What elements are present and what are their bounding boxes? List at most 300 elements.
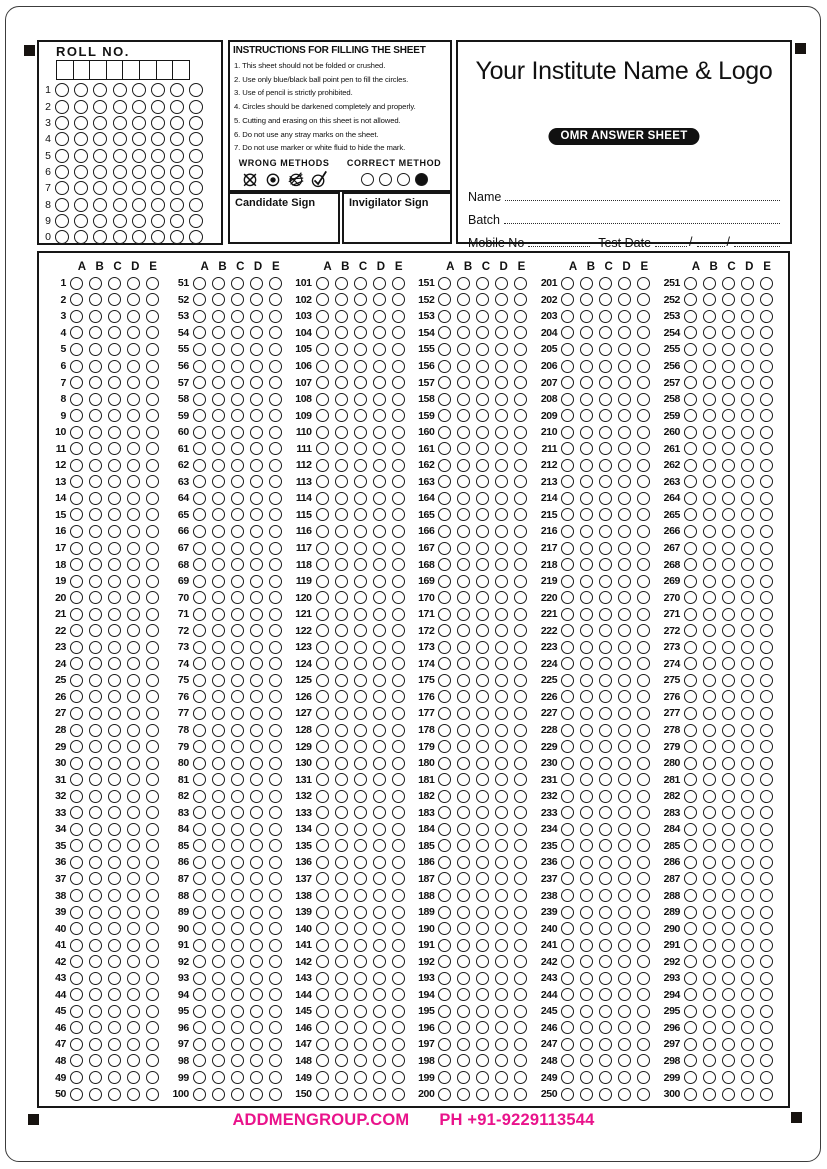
answer-bubble-q220-a[interactable]	[561, 591, 574, 604]
answer-bubble-q118-e[interactable]	[392, 558, 405, 571]
roll-bubble-col6-digit0[interactable]	[151, 230, 165, 244]
answer-bubble-q264-b[interactable]	[703, 492, 716, 505]
answer-bubble-q19-a[interactable]	[70, 575, 83, 588]
answer-bubble-q92-a[interactable]	[193, 955, 206, 968]
roll-digit-box-5[interactable]	[122, 60, 140, 80]
answer-bubble-q94-a[interactable]	[193, 988, 206, 1001]
answer-bubble-q240-e[interactable]	[637, 922, 650, 935]
answer-bubble-q200-e[interactable]	[514, 1088, 527, 1101]
answer-bubble-q282-e[interactable]	[760, 790, 773, 803]
answer-bubble-q196-e[interactable]	[514, 1021, 527, 1034]
answer-bubble-q60-e[interactable]	[269, 426, 282, 439]
answer-bubble-q214-b[interactable]	[580, 492, 593, 505]
answer-bubble-q225-b[interactable]	[580, 674, 593, 687]
answer-bubble-q217-c[interactable]	[599, 542, 612, 555]
answer-bubble-q71-a[interactable]	[193, 608, 206, 621]
answer-bubble-q241-c[interactable]	[599, 939, 612, 952]
answer-bubble-q112-c[interactable]	[354, 459, 367, 472]
answer-bubble-q2-c[interactable]	[108, 293, 121, 306]
answer-bubble-q74-b[interactable]	[212, 657, 225, 670]
answer-bubble-q192-c[interactable]	[476, 955, 489, 968]
answer-bubble-q47-c[interactable]	[108, 1038, 121, 1051]
answer-bubble-q123-e[interactable]	[392, 641, 405, 654]
answer-bubble-q84-a[interactable]	[193, 823, 206, 836]
answer-bubble-q188-d[interactable]	[495, 889, 508, 902]
answer-bubble-q6-c[interactable]	[108, 360, 121, 373]
answer-bubble-q150-b[interactable]	[335, 1088, 348, 1101]
answer-bubble-q185-a[interactable]	[438, 839, 451, 852]
answer-bubble-q212-e[interactable]	[637, 459, 650, 472]
answer-bubble-q35-b[interactable]	[89, 839, 102, 852]
answer-bubble-q147-b[interactable]	[335, 1038, 348, 1051]
answer-bubble-q47-d[interactable]	[127, 1038, 140, 1051]
answer-bubble-q279-a[interactable]	[684, 740, 697, 753]
answer-bubble-q103-a[interactable]	[316, 310, 329, 323]
answer-bubble-q293-d[interactable]	[741, 972, 754, 985]
answer-bubble-q244-c[interactable]	[599, 988, 612, 1001]
answer-bubble-q285-e[interactable]	[760, 839, 773, 852]
answer-bubble-q163-c[interactable]	[476, 475, 489, 488]
answer-bubble-q203-a[interactable]	[561, 310, 574, 323]
candidate-sign-box[interactable]	[228, 192, 340, 244]
answer-bubble-q24-d[interactable]	[127, 657, 140, 670]
answer-bubble-q233-c[interactable]	[599, 806, 612, 819]
answer-bubble-q35-e[interactable]	[146, 839, 159, 852]
answer-bubble-q283-d[interactable]	[741, 806, 754, 819]
answer-bubble-q298-b[interactable]	[703, 1054, 716, 1067]
answer-bubble-q286-b[interactable]	[703, 856, 716, 869]
answer-bubble-q215-c[interactable]	[599, 508, 612, 521]
answer-bubble-q25-d[interactable]	[127, 674, 140, 687]
answer-bubble-q98-b[interactable]	[212, 1054, 225, 1067]
roll-bubble-col7-digit2[interactable]	[170, 100, 184, 114]
answer-bubble-q299-a[interactable]	[684, 1071, 697, 1084]
answer-bubble-q283-a[interactable]	[684, 806, 697, 819]
answer-bubble-q104-d[interactable]	[373, 326, 386, 339]
answer-bubble-q215-e[interactable]	[637, 508, 650, 521]
answer-bubble-q68-a[interactable]	[193, 558, 206, 571]
answer-bubble-q238-b[interactable]	[580, 889, 593, 902]
answer-bubble-q190-c[interactable]	[476, 922, 489, 935]
answer-bubble-q245-b[interactable]	[580, 1005, 593, 1018]
answer-bubble-q49-c[interactable]	[108, 1071, 121, 1084]
answer-bubble-q238-e[interactable]	[637, 889, 650, 902]
answer-bubble-q5-b[interactable]	[89, 343, 102, 356]
answer-bubble-q244-e[interactable]	[637, 988, 650, 1001]
answer-bubble-q263-a[interactable]	[684, 475, 697, 488]
answer-bubble-q237-c[interactable]	[599, 872, 612, 885]
answer-bubble-q93-c[interactable]	[231, 972, 244, 985]
roll-bubble-col8-digit4[interactable]	[189, 132, 203, 146]
answer-bubble-q56-e[interactable]	[269, 360, 282, 373]
answer-bubble-q293-e[interactable]	[760, 972, 773, 985]
answer-bubble-q191-b[interactable]	[457, 939, 470, 952]
answer-bubble-q251-a[interactable]	[684, 277, 697, 290]
answer-bubble-q35-c[interactable]	[108, 839, 121, 852]
answer-bubble-q59-c[interactable]	[231, 409, 244, 422]
answer-bubble-q295-e[interactable]	[760, 1005, 773, 1018]
answer-bubble-q224-d[interactable]	[618, 657, 631, 670]
answer-bubble-q30-b[interactable]	[89, 757, 102, 770]
answer-bubble-q26-b[interactable]	[89, 690, 102, 703]
answer-bubble-q254-c[interactable]	[722, 326, 735, 339]
answer-bubble-q141-a[interactable]	[316, 939, 329, 952]
answer-bubble-q55-d[interactable]	[250, 343, 263, 356]
answer-bubble-q80-a[interactable]	[193, 757, 206, 770]
answer-bubble-q51-a[interactable]	[193, 277, 206, 290]
answer-bubble-q289-b[interactable]	[703, 906, 716, 919]
answer-bubble-q244-d[interactable]	[618, 988, 631, 1001]
answer-bubble-q11-a[interactable]	[70, 442, 83, 455]
answer-bubble-q80-e[interactable]	[269, 757, 282, 770]
answer-bubble-q17-a[interactable]	[70, 542, 83, 555]
answer-bubble-q113-d[interactable]	[373, 475, 386, 488]
answer-bubble-q81-d[interactable]	[250, 773, 263, 786]
answer-bubble-q249-a[interactable]	[561, 1071, 574, 1084]
answer-bubble-q96-d[interactable]	[250, 1021, 263, 1034]
answer-bubble-q8-c[interactable]	[108, 393, 121, 406]
answer-bubble-q28-c[interactable]	[108, 724, 121, 737]
answer-bubble-q57-d[interactable]	[250, 376, 263, 389]
answer-bubble-q249-c[interactable]	[599, 1071, 612, 1084]
answer-bubble-q59-b[interactable]	[212, 409, 225, 422]
answer-bubble-q62-d[interactable]	[250, 459, 263, 472]
answer-bubble-q129-c[interactable]	[354, 740, 367, 753]
answer-bubble-q58-b[interactable]	[212, 393, 225, 406]
answer-bubble-q60-b[interactable]	[212, 426, 225, 439]
answer-bubble-q283-c[interactable]	[722, 806, 735, 819]
roll-bubble-col7-digit8[interactable]	[170, 198, 184, 212]
answer-bubble-q236-e[interactable]	[637, 856, 650, 869]
answer-bubble-q124-b[interactable]	[335, 657, 348, 670]
answer-bubble-q266-e[interactable]	[760, 525, 773, 538]
roll-bubble-col1-digit4[interactable]	[55, 132, 69, 146]
answer-bubble-q67-d[interactable]	[250, 542, 263, 555]
answer-bubble-q180-e[interactable]	[514, 757, 527, 770]
answer-bubble-q279-e[interactable]	[760, 740, 773, 753]
answer-bubble-q243-c[interactable]	[599, 972, 612, 985]
answer-bubble-q103-e[interactable]	[392, 310, 405, 323]
answer-bubble-q161-c[interactable]	[476, 442, 489, 455]
answer-bubble-q131-b[interactable]	[335, 773, 348, 786]
answer-bubble-q280-e[interactable]	[760, 757, 773, 770]
answer-bubble-q96-c[interactable]	[231, 1021, 244, 1034]
answer-bubble-q161-e[interactable]	[514, 442, 527, 455]
answer-bubble-q78-c[interactable]	[231, 724, 244, 737]
answer-bubble-q236-a[interactable]	[561, 856, 574, 869]
answer-bubble-q48-d[interactable]	[127, 1054, 140, 1067]
answer-bubble-q110-d[interactable]	[373, 426, 386, 439]
answer-bubble-q168-a[interactable]	[438, 558, 451, 571]
answer-bubble-q29-a[interactable]	[70, 740, 83, 753]
answer-bubble-q260-c[interactable]	[722, 426, 735, 439]
answer-bubble-q77-a[interactable]	[193, 707, 206, 720]
answer-bubble-q222-c[interactable]	[599, 624, 612, 637]
answer-bubble-q161-b[interactable]	[457, 442, 470, 455]
answer-bubble-q68-c[interactable]	[231, 558, 244, 571]
answer-bubble-q173-d[interactable]	[495, 641, 508, 654]
answer-bubble-q234-b[interactable]	[580, 823, 593, 836]
answer-bubble-q252-b[interactable]	[703, 293, 716, 306]
answer-bubble-q188-e[interactable]	[514, 889, 527, 902]
answer-bubble-q121-d[interactable]	[373, 608, 386, 621]
answer-bubble-q63-b[interactable]	[212, 475, 225, 488]
answer-bubble-q165-e[interactable]	[514, 508, 527, 521]
answer-bubble-q138-b[interactable]	[335, 889, 348, 902]
answer-bubble-q126-d[interactable]	[373, 690, 386, 703]
answer-bubble-q246-b[interactable]	[580, 1021, 593, 1034]
answer-bubble-q169-d[interactable]	[495, 575, 508, 588]
answer-bubble-q226-b[interactable]	[580, 690, 593, 703]
answer-bubble-q94-e[interactable]	[269, 988, 282, 1001]
answer-bubble-q16-a[interactable]	[70, 525, 83, 538]
answer-bubble-q177-e[interactable]	[514, 707, 527, 720]
answer-bubble-q105-d[interactable]	[373, 343, 386, 356]
answer-bubble-q294-c[interactable]	[722, 988, 735, 1001]
answer-bubble-q2-d[interactable]	[127, 293, 140, 306]
answer-bubble-q15-b[interactable]	[89, 508, 102, 521]
roll-bubble-col8-digit5[interactable]	[189, 149, 203, 163]
answer-bubble-q53-a[interactable]	[193, 310, 206, 323]
answer-bubble-q79-b[interactable]	[212, 740, 225, 753]
answer-bubble-q14-e[interactable]	[146, 492, 159, 505]
answer-bubble-q191-d[interactable]	[495, 939, 508, 952]
answer-bubble-q32-c[interactable]	[108, 790, 121, 803]
answer-bubble-q151-b[interactable]	[457, 277, 470, 290]
roll-bubble-col8-digit6[interactable]	[189, 165, 203, 179]
answer-bubble-q273-c[interactable]	[722, 641, 735, 654]
answer-bubble-q66-a[interactable]	[193, 525, 206, 538]
answer-bubble-q234-e[interactable]	[637, 823, 650, 836]
answer-bubble-q263-d[interactable]	[741, 475, 754, 488]
answer-bubble-q62-b[interactable]	[212, 459, 225, 472]
answer-bubble-q209-e[interactable]	[637, 409, 650, 422]
answer-bubble-q280-a[interactable]	[684, 757, 697, 770]
answer-bubble-q253-c[interactable]	[722, 310, 735, 323]
answer-bubble-q274-c[interactable]	[722, 657, 735, 670]
answer-bubble-q130-b[interactable]	[335, 757, 348, 770]
answer-bubble-q61-c[interactable]	[231, 442, 244, 455]
answer-bubble-q155-e[interactable]	[514, 343, 527, 356]
answer-bubble-q85-d[interactable]	[250, 839, 263, 852]
answer-bubble-q147-a[interactable]	[316, 1038, 329, 1051]
answer-bubble-q269-a[interactable]	[684, 575, 697, 588]
answer-bubble-q110-c[interactable]	[354, 426, 367, 439]
answer-bubble-q56-a[interactable]	[193, 360, 206, 373]
answer-bubble-q77-e[interactable]	[269, 707, 282, 720]
answer-bubble-q288-a[interactable]	[684, 889, 697, 902]
answer-bubble-q93-a[interactable]	[193, 972, 206, 985]
answer-bubble-q154-a[interactable]	[438, 326, 451, 339]
answer-bubble-q48-c[interactable]	[108, 1054, 121, 1067]
answer-bubble-q50-b[interactable]	[89, 1088, 102, 1101]
answer-bubble-q168-d[interactable]	[495, 558, 508, 571]
answer-bubble-q185-d[interactable]	[495, 839, 508, 852]
answer-bubble-q233-a[interactable]	[561, 806, 574, 819]
answer-bubble-q51-e[interactable]	[269, 277, 282, 290]
answer-bubble-q21-e[interactable]	[146, 608, 159, 621]
answer-bubble-q293-a[interactable]	[684, 972, 697, 985]
answer-bubble-q224-a[interactable]	[561, 657, 574, 670]
roll-bubble-col8-digit3[interactable]	[189, 116, 203, 130]
answer-bubble-q170-a[interactable]	[438, 591, 451, 604]
answer-bubble-q251-b[interactable]	[703, 277, 716, 290]
answer-bubble-q204-a[interactable]	[561, 326, 574, 339]
answer-bubble-q202-d[interactable]	[618, 293, 631, 306]
answer-bubble-q73-c[interactable]	[231, 641, 244, 654]
answer-bubble-q208-d[interactable]	[618, 393, 631, 406]
answer-bubble-q14-c[interactable]	[108, 492, 121, 505]
answer-bubble-q167-a[interactable]	[438, 542, 451, 555]
answer-bubble-q226-c[interactable]	[599, 690, 612, 703]
answer-bubble-q70-b[interactable]	[212, 591, 225, 604]
answer-bubble-q122-b[interactable]	[335, 624, 348, 637]
answer-bubble-q100-d[interactable]	[250, 1088, 263, 1101]
answer-bubble-q32-a[interactable]	[70, 790, 83, 803]
answer-bubble-q107-d[interactable]	[373, 376, 386, 389]
answer-bubble-q240-b[interactable]	[580, 922, 593, 935]
answer-bubble-q248-d[interactable]	[618, 1054, 631, 1067]
roll-bubble-col8-digit8[interactable]	[189, 198, 203, 212]
answer-bubble-q144-c[interactable]	[354, 988, 367, 1001]
answer-bubble-q270-a[interactable]	[684, 591, 697, 604]
answer-bubble-q37-c[interactable]	[108, 872, 121, 885]
answer-bubble-q15-c[interactable]	[108, 508, 121, 521]
answer-bubble-q179-d[interactable]	[495, 740, 508, 753]
answer-bubble-q118-d[interactable]	[373, 558, 386, 571]
answer-bubble-q247-e[interactable]	[637, 1038, 650, 1051]
answer-bubble-q289-c[interactable]	[722, 906, 735, 919]
answer-bubble-q11-b[interactable]	[89, 442, 102, 455]
answer-bubble-q120-e[interactable]	[392, 591, 405, 604]
answer-bubble-q71-c[interactable]	[231, 608, 244, 621]
answer-bubble-q76-b[interactable]	[212, 690, 225, 703]
roll-digit-box-6[interactable]	[139, 60, 157, 80]
answer-bubble-q132-b[interactable]	[335, 790, 348, 803]
answer-bubble-q261-d[interactable]	[741, 442, 754, 455]
answer-bubble-q259-c[interactable]	[722, 409, 735, 422]
answer-bubble-q128-c[interactable]	[354, 724, 367, 737]
answer-bubble-q277-a[interactable]	[684, 707, 697, 720]
roll-digit-box-7[interactable]	[156, 60, 174, 80]
answer-bubble-q178-c[interactable]	[476, 724, 489, 737]
answer-bubble-q124-e[interactable]	[392, 657, 405, 670]
answer-bubble-q219-a[interactable]	[561, 575, 574, 588]
answer-bubble-q259-d[interactable]	[741, 409, 754, 422]
answer-bubble-q34-b[interactable]	[89, 823, 102, 836]
answer-bubble-q45-d[interactable]	[127, 1005, 140, 1018]
answer-bubble-q59-d[interactable]	[250, 409, 263, 422]
answer-bubble-q221-c[interactable]	[599, 608, 612, 621]
answer-bubble-q90-d[interactable]	[250, 922, 263, 935]
answer-bubble-q131-a[interactable]	[316, 773, 329, 786]
answer-bubble-q45-b[interactable]	[89, 1005, 102, 1018]
answer-bubble-q158-a[interactable]	[438, 393, 451, 406]
answer-bubble-q48-e[interactable]	[146, 1054, 159, 1067]
answer-bubble-q17-b[interactable]	[89, 542, 102, 555]
answer-bubble-q39-a[interactable]	[70, 906, 83, 919]
answer-bubble-q160-c[interactable]	[476, 426, 489, 439]
answer-bubble-q273-b[interactable]	[703, 641, 716, 654]
answer-bubble-q176-c[interactable]	[476, 690, 489, 703]
answer-bubble-q40-c[interactable]	[108, 922, 121, 935]
answer-bubble-q127-c[interactable]	[354, 707, 367, 720]
answer-bubble-q232-a[interactable]	[561, 790, 574, 803]
answer-bubble-q13-e[interactable]	[146, 475, 159, 488]
answer-bubble-q223-b[interactable]	[580, 641, 593, 654]
answer-bubble-q157-d[interactable]	[495, 376, 508, 389]
answer-bubble-q248-a[interactable]	[561, 1054, 574, 1067]
answer-bubble-q128-b[interactable]	[335, 724, 348, 737]
answer-bubble-q199-b[interactable]	[457, 1071, 470, 1084]
answer-bubble-q164-c[interactable]	[476, 492, 489, 505]
roll-bubble-col2-digit4[interactable]	[74, 132, 88, 146]
answer-bubble-q91-a[interactable]	[193, 939, 206, 952]
answer-bubble-q6-b[interactable]	[89, 360, 102, 373]
answer-bubble-q141-b[interactable]	[335, 939, 348, 952]
answer-bubble-q15-d[interactable]	[127, 508, 140, 521]
answer-bubble-q2-a[interactable]	[70, 293, 83, 306]
roll-bubble-col7-digit5[interactable]	[170, 149, 184, 163]
answer-bubble-q74-e[interactable]	[269, 657, 282, 670]
answer-bubble-q17-c[interactable]	[108, 542, 121, 555]
answer-bubble-q207-e[interactable]	[637, 376, 650, 389]
answer-bubble-q119-e[interactable]	[392, 575, 405, 588]
answer-bubble-q270-e[interactable]	[760, 591, 773, 604]
answer-bubble-q104-b[interactable]	[335, 326, 348, 339]
answer-bubble-q15-e[interactable]	[146, 508, 159, 521]
roll-digit-box-3[interactable]	[89, 60, 107, 80]
answer-bubble-q294-e[interactable]	[760, 988, 773, 1001]
answer-bubble-q18-c[interactable]	[108, 558, 121, 571]
answer-bubble-q170-e[interactable]	[514, 591, 527, 604]
answer-bubble-q160-a[interactable]	[438, 426, 451, 439]
answer-bubble-q8-b[interactable]	[89, 393, 102, 406]
answer-bubble-q203-c[interactable]	[599, 310, 612, 323]
answer-bubble-q246-d[interactable]	[618, 1021, 631, 1034]
answer-bubble-q111-b[interactable]	[335, 442, 348, 455]
roll-bubble-col3-digit5[interactable]	[93, 149, 107, 163]
answer-bubble-q52-d[interactable]	[250, 293, 263, 306]
answer-bubble-q184-a[interactable]	[438, 823, 451, 836]
answer-bubble-q32-d[interactable]	[127, 790, 140, 803]
answer-bubble-q48-b[interactable]	[89, 1054, 102, 1067]
answer-bubble-q105-c[interactable]	[354, 343, 367, 356]
answer-bubble-q137-e[interactable]	[392, 872, 405, 885]
answer-bubble-q63-e[interactable]	[269, 475, 282, 488]
answer-bubble-q188-a[interactable]	[438, 889, 451, 902]
answer-bubble-q231-c[interactable]	[599, 773, 612, 786]
answer-bubble-q86-d[interactable]	[250, 856, 263, 869]
answer-bubble-q165-d[interactable]	[495, 508, 508, 521]
answer-bubble-q79-d[interactable]	[250, 740, 263, 753]
answer-bubble-q125-c[interactable]	[354, 674, 367, 687]
answer-bubble-q247-a[interactable]	[561, 1038, 574, 1051]
answer-bubble-q232-b[interactable]	[580, 790, 593, 803]
answer-bubble-q77-b[interactable]	[212, 707, 225, 720]
answer-bubble-q164-e[interactable]	[514, 492, 527, 505]
answer-bubble-q21-b[interactable]	[89, 608, 102, 621]
answer-bubble-q290-e[interactable]	[760, 922, 773, 935]
answer-bubble-q273-e[interactable]	[760, 641, 773, 654]
answer-bubble-q122-d[interactable]	[373, 624, 386, 637]
answer-bubble-q62-e[interactable]	[269, 459, 282, 472]
answer-bubble-q275-d[interactable]	[741, 674, 754, 687]
answer-bubble-q12-a[interactable]	[70, 459, 83, 472]
answer-bubble-q199-e[interactable]	[514, 1071, 527, 1084]
answer-bubble-q259-e[interactable]	[760, 409, 773, 422]
answer-bubble-q159-c[interactable]	[476, 409, 489, 422]
